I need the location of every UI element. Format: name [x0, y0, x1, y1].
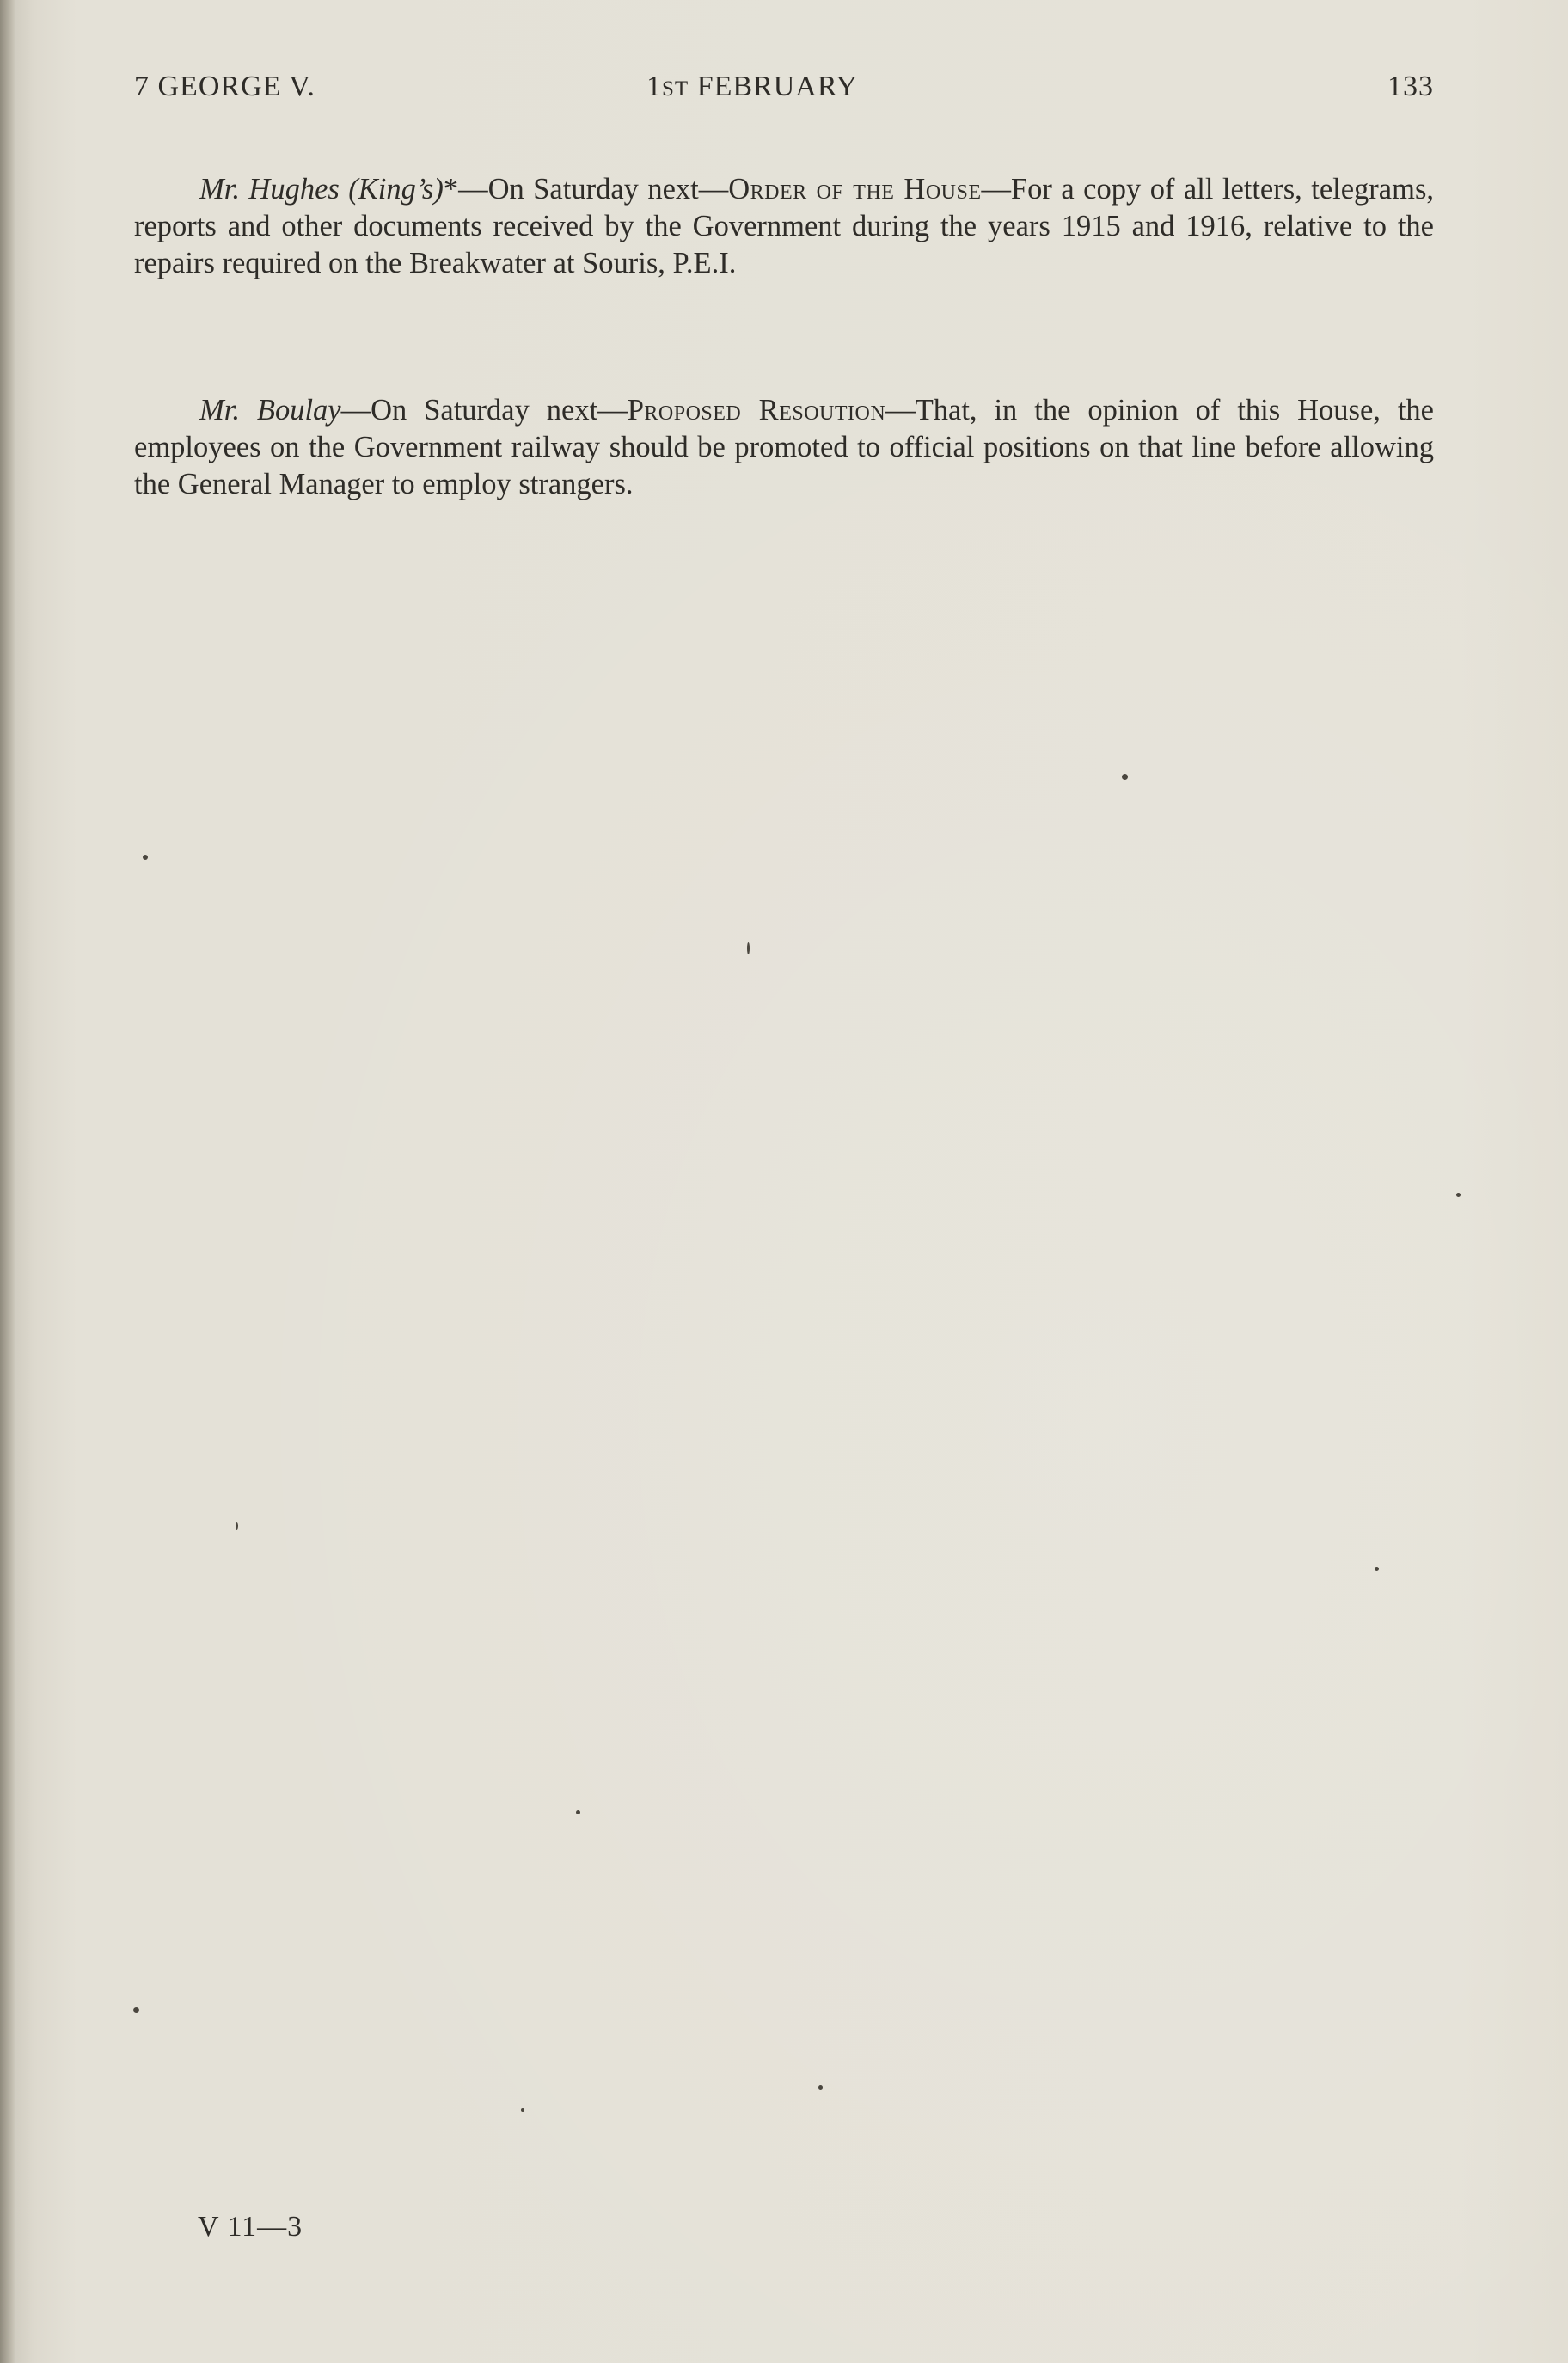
header-date: [646, 71, 858, 103]
paper-speck: [818, 2085, 823, 2090]
paper-speck: [576, 1810, 580, 1814]
date-ordinal: ST: [662, 77, 689, 101]
paper-speck: [1375, 1567, 1379, 1571]
notice-marker: *: [443, 173, 459, 206]
date-day: 1: [646, 71, 662, 102]
notice-type: Proposed Resoution: [627, 394, 886, 427]
paper-speck: [1122, 774, 1128, 780]
page-header: [134, 71, 1434, 114]
notice-hughes: [134, 171, 1434, 282]
notice-mover: Mr. Hughes (King’s): [199, 173, 444, 206]
paper-speck: [1456, 1193, 1461, 1197]
session-label: 7 GEORGE V.: [134, 71, 315, 102]
paper-speck: [133, 2007, 139, 2013]
notice-text: —That, in the opinion of this House, the employees on the Government railway should be promoted to official positions on that line before allowing the General Manager to employ strangers.: [134, 394, 1434, 500]
notice-intro: —On Saturday next—: [458, 173, 729, 206]
date-month: FEBRUARY: [696, 71, 859, 102]
notice-intro: —On Saturday next—: [340, 394, 628, 427]
notice-type: Order of the House: [728, 173, 982, 206]
book-gutter: [0, 0, 15, 2363]
paper-speck: [747, 942, 750, 954]
notice-text: —For a copy of all letters, telegrams, reports and other documents received by the Government during the years 1915 and 1916, relative to the repairs required on the Breakwater at Souris, P.E.I.: [134, 173, 1434, 279]
paper-speck: [143, 855, 148, 860]
paper-speck: [521, 2108, 524, 2112]
signature-mark: V 11—3: [198, 2211, 303, 2243]
notice-boulay: [134, 392, 1434, 503]
paper-speck: [236, 1522, 238, 1530]
page-number: 133: [1387, 71, 1434, 102]
notice-mover: Mr. Boulay: [199, 394, 341, 427]
